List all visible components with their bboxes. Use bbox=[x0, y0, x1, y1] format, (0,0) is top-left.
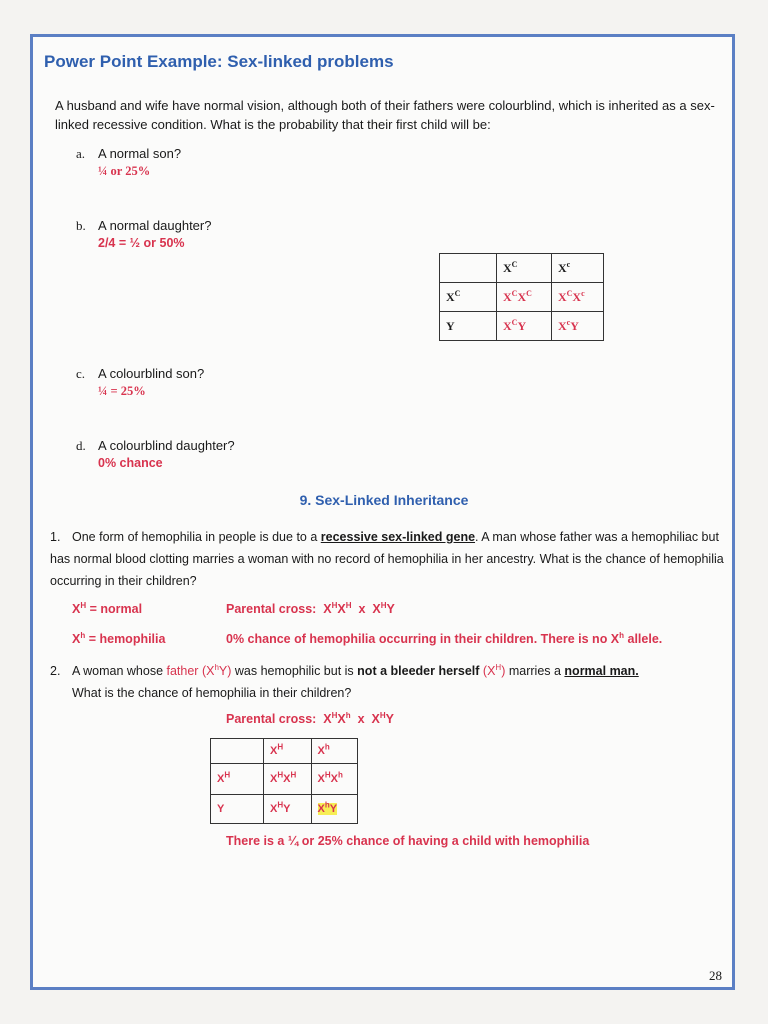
problem-1-answer: 0% chance of hemophilia occurring in their children. There is no $X^h$ allele. bbox=[226, 630, 663, 646]
answer-text: ¼ or 25% bbox=[98, 164, 151, 178]
punnett-square-colourblind bbox=[439, 253, 604, 341]
problem-text: What is the chance of hemophilia in their children? bbox=[72, 686, 352, 700]
punnett-square-hemophilia bbox=[210, 738, 358, 824]
key-hemophilia: $X^h$ = hemophilia bbox=[72, 630, 166, 646]
punnett-cell-highlighted: $X^hY$ bbox=[311, 795, 357, 824]
question-d bbox=[76, 438, 235, 470]
parental-cross-2: Parental cross: $X^HX^h$ x $X^HY$ bbox=[226, 710, 394, 726]
problem-number: 1. bbox=[50, 530, 61, 544]
question-text: A normal son? bbox=[98, 146, 182, 161]
section-title: 9. Sex-Linked Inheritance bbox=[299, 492, 469, 508]
page-number: 28 bbox=[709, 968, 722, 983]
answer-text: ¼ = 25% bbox=[98, 384, 146, 398]
punnett-row-label: Y bbox=[211, 795, 264, 824]
punnett-row-label: $X^H$ bbox=[211, 764, 264, 795]
punnett-cell: $X^HY$ bbox=[264, 795, 312, 824]
problem-text: . A man whose father was a hemophiliac but has normal blood clotting marries a woman with no record of hemophilia in her ancestry. What is the chance of hemophilia occurring in their children? bbox=[50, 530, 724, 588]
problem-2-conclusion: There is a ¼ or 25% chance of having a child with hemophilia bbox=[226, 834, 590, 848]
question-text: A normal daughter? bbox=[98, 218, 212, 233]
punnett-cell: $X^cY$ bbox=[551, 312, 603, 341]
punnett-row-label: $X^C$ bbox=[440, 283, 497, 312]
parental-cross-1: Parental cross: $X^HX^H$ x $X^HY$ bbox=[226, 600, 395, 616]
punnett-header: $X^c$ bbox=[551, 254, 603, 283]
problem-2: 2. A woman whose father $(X^hY)$ was hemophilic but is not a bleeder herself $(X^H)$ marries a normal man. What is the chance of hemophilia in their children? bbox=[50, 660, 730, 704]
punnett-header: $X^H$ bbox=[264, 739, 312, 764]
problem-number: 2. bbox=[50, 664, 61, 678]
question-b bbox=[76, 218, 211, 250]
answer-text: 0% chance bbox=[98, 456, 163, 470]
punnett-cell: $X^CX^C$ bbox=[497, 283, 552, 312]
punnett-header: $X^C$ bbox=[497, 254, 552, 283]
problem-text: One form of hemophilia in people is due to a bbox=[72, 530, 321, 544]
punnett-corner bbox=[211, 739, 264, 764]
question-text: A colourblind son? bbox=[98, 366, 205, 381]
punnett-cell: $X^HX^h$ bbox=[311, 764, 357, 795]
punnett-header: $X^h$ bbox=[311, 739, 357, 764]
punnett-cell: $X^CX^c$ bbox=[551, 283, 603, 312]
punnett-row-label: Y bbox=[440, 312, 497, 341]
problem-1 bbox=[50, 526, 730, 592]
question-c bbox=[76, 366, 204, 399]
key-normal: $X^H$ = normal bbox=[72, 600, 143, 616]
question-letter: c. bbox=[76, 366, 86, 381]
punnett-cell: $X^HX^H$ bbox=[264, 764, 312, 795]
answer-text: 2/4 = ½ or 50% bbox=[98, 236, 185, 250]
punnett-cell: $X^CY$ bbox=[497, 312, 552, 341]
question-a bbox=[76, 146, 181, 179]
punnett-corner bbox=[440, 254, 497, 283]
problem-keyword: recessive sex-linked gene bbox=[320, 530, 476, 544]
intro-paragraph: A husband and wife have normal vision, although both of their fathers were colourblind, which is inherited as a sex-linked recessive condition. What is the probability that their first child will be: bbox=[55, 98, 715, 132]
question-letter: d. bbox=[76, 438, 86, 453]
question-letter: a. bbox=[76, 146, 86, 161]
question-text: A colourblind daughter? bbox=[98, 438, 235, 453]
question-letter: b. bbox=[76, 218, 86, 233]
page-title: Power Point Example: Sex-linked problems bbox=[44, 52, 394, 71]
